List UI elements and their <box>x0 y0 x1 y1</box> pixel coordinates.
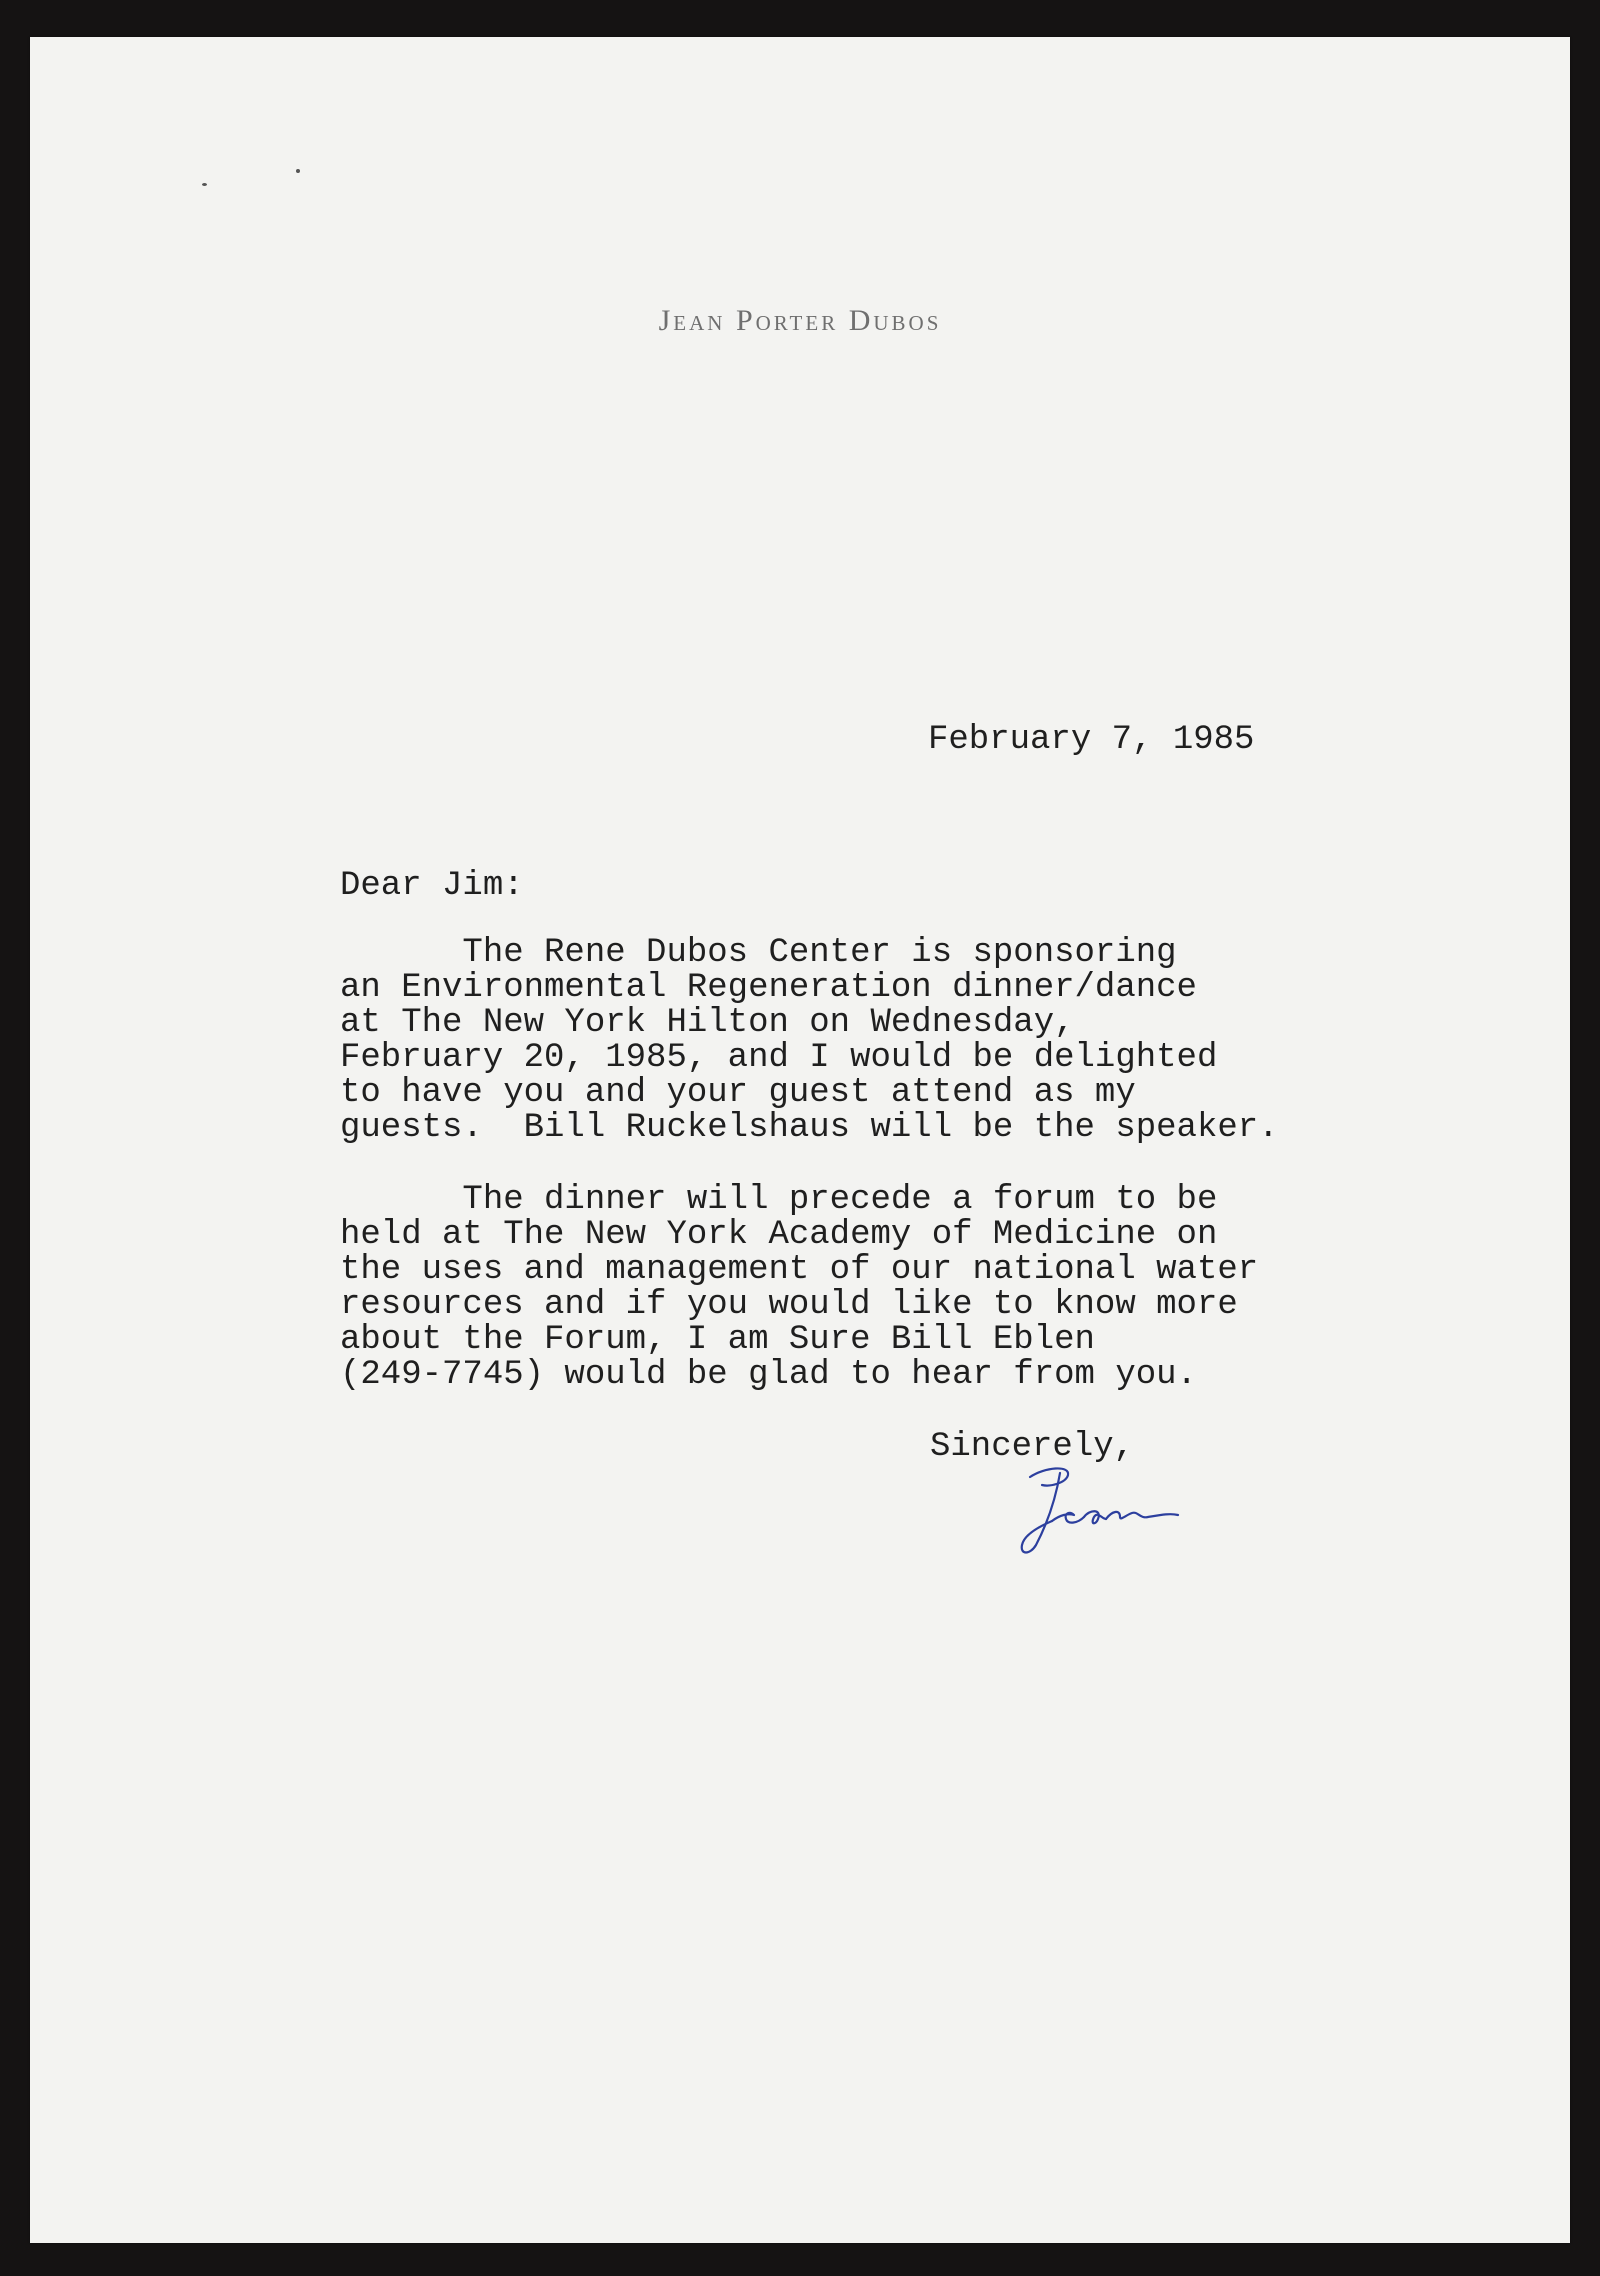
letter-page <box>30 37 1570 2243</box>
handwritten-signature <box>990 1457 1200 1567</box>
paper-speck <box>296 169 300 173</box>
body-paragraph: The dinner will precede a forum to be held at The New York Academy of Medicine on the uses and management of our national water resources and if you would like to know more about the Forum, I am Sure Bill Eblen (249-7745) would be glad to hear from you. <box>340 1181 1259 1394</box>
paper-speck <box>202 183 207 186</box>
letter-date: February 7, 1985 <box>928 721 1255 759</box>
body-paragraph: The Rene Dubos Center is sponsoring an Environmental Regeneration dinner/dance at The New York Hilton on Wednesday, February 20, 1985, and I would be delighted to have you and your guest attend as my guests. Bill Ruckelshaus will be the speaker. <box>340 934 1279 1147</box>
closing: Sincerely, <box>930 1428 1135 1466</box>
salutation: Dear Jim: <box>340 867 524 905</box>
letterhead-name: Jean Porter Dubos <box>658 304 942 337</box>
